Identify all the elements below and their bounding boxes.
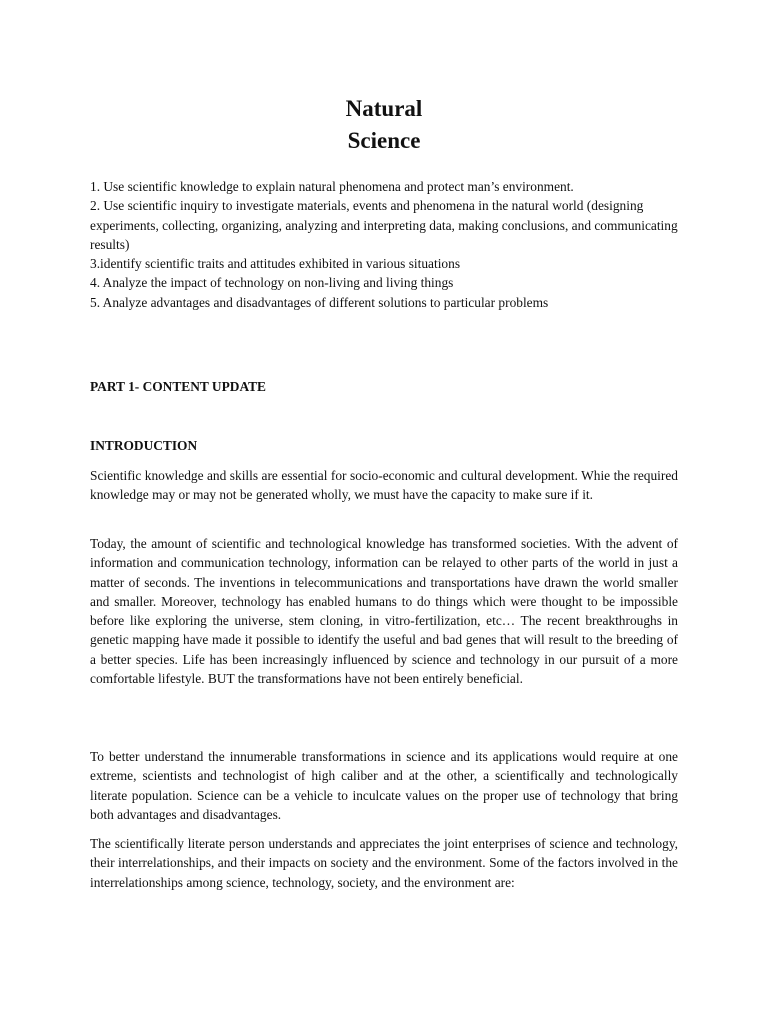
body-paragraph: To better understand the innumerable transformations in science and its applications would require at one extreme, scientists and technologist of high caliber and at the other, a scientifically and technologically literate population. Science can be a vehicle to inculcate values on the proper use of technology that bring both advantages and disadvantages. [90, 749, 678, 822]
title-line-2: Science [347, 128, 421, 153]
document-title [90, 93, 678, 157]
objective-item: 2. Use scientific inquiry to investigate materials, events and phenomena in the natural world (designing experiments, collecting, organizing, analyzing and interpreting data, making conclusions, and communicating results) [90, 198, 678, 252]
objective-item: 3.identify scientific traits and attitudes exhibited in various situations [90, 256, 461, 272]
body-paragraph: The scientifically literate person understands and appreciates the joint enterprises of science and technology, their interrelationships, and their impacts on society and the environment. Some of the factors involved in the interrelationships among science, technology, society, and the environment are: [90, 836, 678, 890]
part-heading: PART 1- CONTENT UPDATE [90, 379, 266, 394]
body-paragraph: Scientific knowledge and skills are essential for socio-economic and cultural development. Whie the required knowledge may or may not be generated wholly, we must have the capacity to make sure if it. [90, 468, 678, 503]
document-page [90, 0, 678, 1024]
objective-item: 4. Analyze the impact of technology on non-living and living things [90, 275, 454, 291]
objective-item: 5. Analyze advantages and disadvantages of different solutions to particular problems [90, 294, 549, 310]
introduction-heading: INTRODUCTION [90, 438, 198, 453]
body-paragraph: Today, the amount of scientific and technological knowledge has transformed societies. With the advent of information and communication technology, information can be relayed to other parts of the world in just a matter of seconds. The inventions in telecommunications and transportations have drawn the world smaller and smaller. Moreover, technology has enabled humans to do things which were thought to be impossible before like exploring the universe, stem cloning, in vitro-fertilization, etc… The recent breakthroughs in genetic mapping have made it possible to identify the useful and bad genes that will result to the breeding of a better species. Life has been increasingly influenced by science and technology in our pursuit of a more comfortable lifestyle. BUT the transformations have not been entirely beneficial. [90, 536, 678, 687]
objectives-list [90, 177, 678, 312]
title-line-1: Natural [345, 96, 423, 121]
objective-item: 1. Use scientific knowledge to explain natural phenomena and protect man’s environment. [90, 179, 574, 194]
